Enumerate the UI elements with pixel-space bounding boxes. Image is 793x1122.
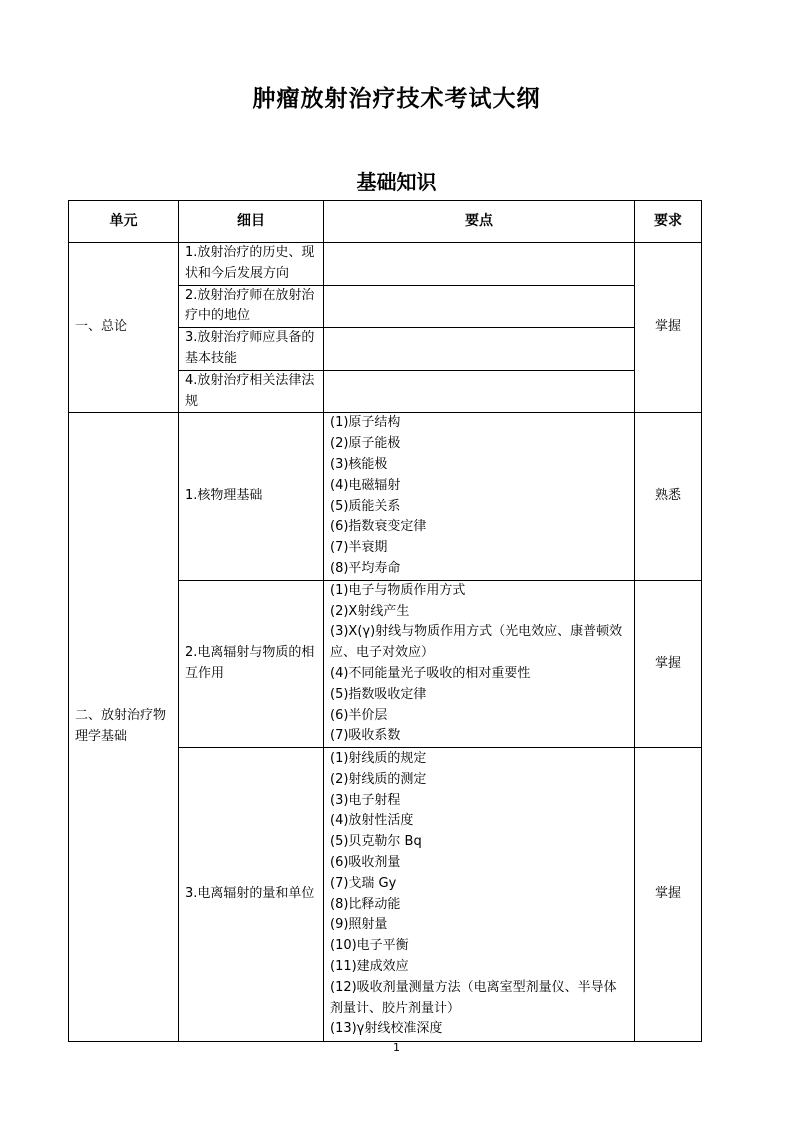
- points-cell: [324, 748, 635, 1042]
- point-item: (3)电子射程: [330, 792, 401, 808]
- point-item: (4)电磁辐射: [330, 477, 401, 493]
- point-item: (8)比释动能: [330, 896, 401, 912]
- point-item: (10)电子平衡: [330, 938, 409, 954]
- detail-cell: 2.电离辐射与物质的相互作用: [179, 580, 324, 747]
- points-cell: [324, 243, 635, 286]
- unit-cell: 一、总论: [69, 243, 179, 413]
- points-cell: [324, 285, 635, 328]
- points-cell: [324, 370, 635, 413]
- point-item: (2)X射线产生: [330, 603, 410, 619]
- point-item: (3)X(γ)射线与物质作用方式（光电效应、康普顿效应、电子对效应）: [330, 624, 623, 661]
- point-item: (2)射线质的测定: [330, 771, 427, 787]
- point-item: (5)贝克勒尔 Bq: [330, 834, 422, 850]
- point-item: (6)指数衰变定律: [330, 519, 427, 535]
- point-item: (9)照射量: [330, 917, 388, 933]
- point-item: (4)不同能量光子吸收的相对重要性: [330, 665, 531, 681]
- point-item: (11)建成效应: [330, 959, 409, 975]
- point-item: (5)指数吸收定律: [330, 686, 427, 702]
- syllabus-table: [68, 200, 702, 1042]
- document-title: 肿瘤放射治疗技术考试大纲: [252, 86, 541, 112]
- header-points: 要点: [324, 201, 635, 243]
- point-item: (1)原子结构: [330, 415, 401, 431]
- point-item: (12)吸收剂量测量方法（电离室型剂量仪、半导体剂量计、胶片剂量计）: [330, 979, 617, 1016]
- point-item: (4)放射性活度: [330, 813, 414, 829]
- point-item: (8)平均寿命: [330, 560, 401, 576]
- point-item: (5)质能关系: [330, 498, 401, 514]
- detail-cell: 3.电离辐射的量和单位: [179, 748, 324, 1042]
- detail-cell: 3.放射治疗师应具备的基本技能: [179, 328, 324, 371]
- point-item: (6)吸收剂量: [330, 855, 401, 871]
- points-cell: [324, 328, 635, 371]
- point-item: (7)戈瑞 Gy: [330, 875, 397, 891]
- section-title: 基础知识: [356, 170, 437, 194]
- point-item: (2)原子能极: [330, 436, 401, 452]
- requirement-cell: 掌握: [635, 748, 702, 1042]
- detail-cell: 1.核物理基础: [179, 413, 324, 580]
- table-header-row: [69, 201, 702, 243]
- detail-cell: 4.放射治疗相关法律法规: [179, 370, 324, 413]
- points-cell: [324, 580, 635, 747]
- point-item: (7)吸收系数: [330, 728, 401, 744]
- point-item: (6)半价层: [330, 707, 388, 723]
- point-item: (7)半衰期: [330, 540, 388, 556]
- detail-cell: 2.放射治疗师在放射治疗中的地位: [179, 285, 324, 328]
- detail-cell: 1.放射治疗的历史、现状和今后发展方向: [179, 243, 324, 286]
- point-item: (13)γ射线校准深度: [330, 1021, 443, 1037]
- point-item: (1)射线质的规定: [330, 751, 427, 767]
- table-row: [69, 243, 702, 286]
- header-detail: 细目: [179, 201, 324, 243]
- requirement-cell: 掌握: [635, 243, 702, 413]
- point-item: (3)核能极: [330, 456, 388, 472]
- requirement-cell: 掌握: [635, 580, 702, 747]
- requirement-cell: 熟悉: [635, 413, 702, 580]
- page-number: 1: [393, 1041, 400, 1054]
- points-cell: [324, 413, 635, 580]
- header-unit: 单元: [69, 201, 179, 243]
- unit-cell: 二、放射治疗物理学基础: [69, 413, 179, 1042]
- table-row: [69, 413, 702, 580]
- point-item: (1)电子与物质作用方式: [330, 582, 466, 598]
- header-requirement: 要求: [635, 201, 702, 243]
